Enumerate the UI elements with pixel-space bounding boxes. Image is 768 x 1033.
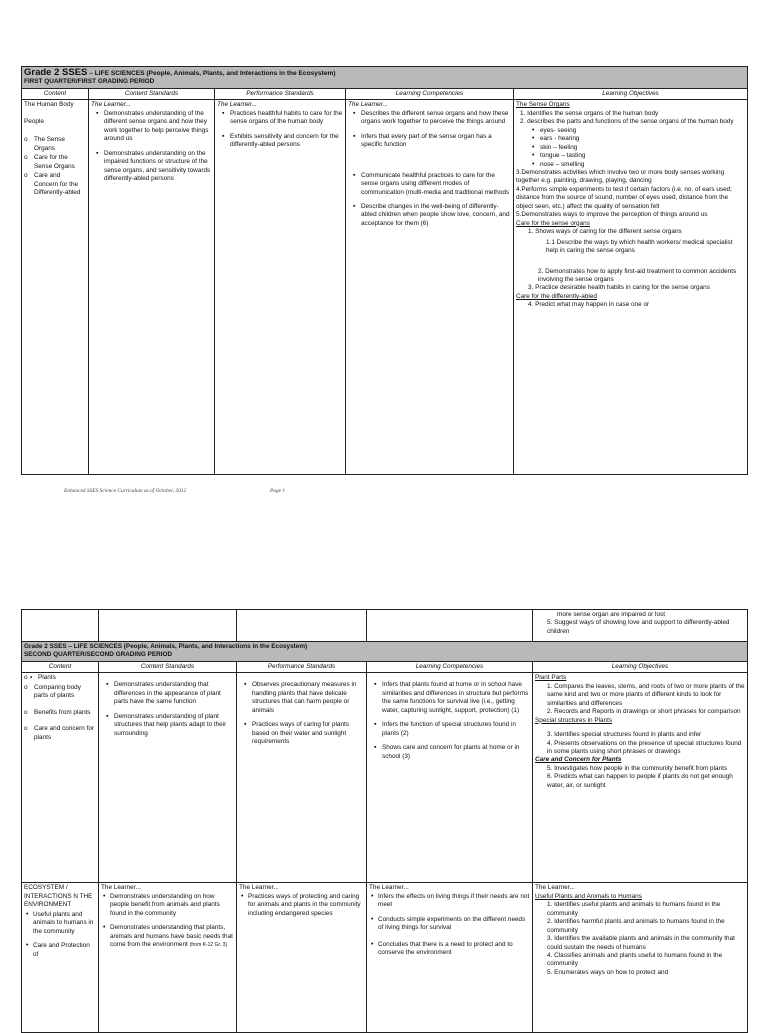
learner-lead: The Learner...: [348, 101, 388, 109]
list-item: ▪ Infers the function of special structures found in plants (2): [373, 721, 530, 738]
page-number: Page 1: [270, 488, 286, 494]
list-item: • nose – smelling: [532, 161, 745, 169]
list-item: ▪ Demonstrates understanding on the impaired functions or structure of the sense organs, and sensitivity towards differently-abled persons: [95, 150, 212, 184]
content-list: [24, 136, 86, 197]
objective-item: 6. Predicts what can happen to people if plants do not get enough water, air, or sunlight: [547, 773, 733, 789]
competencies-list: [369, 681, 530, 761]
first-quarter-table: [21, 66, 748, 475]
title-subject: Grade 2 SSES – LIFE SCIENCES (People, Animals, Plants, and Interactions in the Ecosystem): [24, 643, 308, 650]
page-footer: [64, 488, 286, 494]
objective-item: 1. Identifies useful plants and animals to humans found in the community: [547, 901, 721, 917]
list-item: ▪ Infers that plants found at home or in school have similarities and differences in structure but performs the same functions for survival live (i.e., getting water, capturing sunlight, support, protection) (1): [373, 681, 530, 715]
objective-item: 3. Identifies special structures found in plants and infer: [547, 731, 702, 739]
list-item: ▪ Demonstrates understanding that differences in the appearance of plant parts have the same function: [105, 681, 234, 706]
competencies-cell: [367, 673, 533, 883]
table-row: [22, 100, 748, 475]
objective-item: 4. Classifies animals and plants useful to humans found in the community: [547, 951, 723, 968]
list-item: o Care and concern for plants: [24, 725, 96, 742]
list-item: ▪ Demonstrates understanding of the different sense organs and how they work together to help perceive things around us: [95, 110, 212, 144]
list-item: o Benefits from plants: [24, 709, 96, 717]
content-subtopic: People: [24, 117, 44, 125]
objectives-cell: [533, 883, 748, 1033]
standards-list: [101, 681, 234, 738]
objective-item: 5. Enumerates ways on how to protect and: [547, 968, 669, 976]
list-item: o ▪ Plants: [24, 674, 96, 682]
col-header-content-standards: Content Standards: [99, 661, 237, 672]
list-item: • Useful plants and animals to humans in the community: [24, 911, 96, 936]
objective-item: 2. describes the parts and functions of the sense organs of the human body: [520, 118, 734, 126]
objective-item: 3. Practice desirable health habits in caring for the sense organs: [528, 284, 710, 292]
learner-lead: The Learner...: [535, 884, 575, 892]
competencies-cell: [346, 100, 514, 475]
table-row: [22, 883, 748, 1033]
list-item: • Care and Protection of: [24, 942, 96, 959]
objective-item: 1. Compares the leaves, stems, and roots of two or more plants of the same kind and two or more plants of different kinds to look for similarities and differences: [547, 682, 745, 707]
objective-item: 5. Suggest ways of showing love and support to differently-abled children: [547, 619, 730, 635]
list-item: • Concludes that there is a need to protect and to conserve the environment: [369, 941, 530, 958]
second-quarter-table: [21, 609, 748, 1033]
objective-item: 5.Demonstrates ways to improve the perception of things around us: [516, 211, 708, 219]
column-header-row: [22, 88, 748, 99]
list-item: ▪ Describes the different sense organs and how these organs work together to perceive the things around: [352, 110, 511, 127]
objective-item: more sense organ are impaired or lost: [557, 611, 665, 618]
learner-lead: The Learner...: [369, 884, 409, 892]
list-item: o Care for the Sense Organs: [24, 154, 86, 171]
learner-lead: The Learner...: [91, 101, 131, 109]
objective-item: 5. Investigates how people in the community benefit from plants: [547, 764, 728, 772]
list-item: ▪ Observes precautionary measures in handling plants that have delicate structures that can harm people or animals: [243, 681, 364, 715]
senses-list: [516, 127, 745, 169]
objective-item: 3.Demonstrates activities which involve two or more body senses working together e.g. painting, drawing, playing, dancing: [516, 168, 725, 185]
list-item: ▪ Communicate healthful practices to care for the sense organs using different modes of communication (multi-media and traditional methods: [352, 172, 511, 197]
content-topic: The Human Body: [24, 101, 74, 109]
learner-lead: The Learner...: [217, 101, 257, 109]
competencies-list: [369, 893, 530, 958]
content-standards-cell: [89, 100, 215, 475]
content-cell: [22, 100, 89, 475]
standards-list: [91, 110, 212, 184]
title-grade: Grade 2 SSES: [24, 67, 88, 78]
standards-list: [101, 893, 234, 950]
objectives-cell: [514, 100, 748, 475]
competencies-list: [348, 110, 511, 229]
grading-period: FIRST QUARTER/FIRST GRADING PERIOD: [24, 78, 155, 86]
footer-text: Enhanced SSES Science Curriculum as of October, 2012: [64, 488, 187, 494]
content-topic: ECOSYSTEM / INTERACTIONS N THE ENVIRONMENT: [24, 884, 93, 909]
content-list: [24, 911, 96, 959]
col-header-content-standards: Content Standards: [89, 88, 215, 99]
content-list: [24, 674, 96, 742]
performance-standards-cell: [215, 100, 346, 475]
grading-period: SECOND QUARTER/SECOND GRADING PERIOD: [24, 651, 173, 659]
table-title: [22, 642, 748, 662]
list-item: • skin – feeling: [532, 144, 745, 152]
list-item: o Care and Concern for the Differently-abled: [24, 172, 86, 197]
list-item: • ears - hearing: [532, 135, 745, 143]
page-gap: [0, 520, 768, 606]
col-header-performance-standards: Performance Standards: [215, 88, 346, 99]
table-title: [22, 67, 748, 89]
objective-item: 3. Identifies the available plants and animals in the community that could sustain the needs of humans: [547, 935, 735, 951]
objective-item: 4.Performs simple experiments to test if certain factors (i.e. no. of ears used; distance from the source of sound; number of eyes used, distance from the object seen, etc.) affect the quality of sensation felt: [516, 185, 732, 210]
list-item: ▪ Practices ways of caring for plants based on their water and sunlight requirements: [243, 721, 364, 746]
content-cell: [22, 883, 99, 1033]
performance-standards-cell: [237, 883, 367, 1033]
objectives-cell: [533, 673, 748, 883]
objective-item: 4. Predict what may happen in case one or: [528, 301, 650, 309]
list-item: • Conducts simple experiments on the different needs of living things for survival: [369, 916, 530, 933]
content-standards-cell: [99, 883, 237, 1033]
column-header-row: [22, 661, 748, 672]
competencies-cell: [367, 883, 533, 1033]
page-two: [0, 606, 768, 1024]
list-item: ▪ Shows care and concern for plants at home or in school (3): [373, 744, 530, 761]
list-item: ▪ Practices healthful habits to care for the sense organs of the human body: [221, 110, 343, 127]
objective-item: 1. Shows ways of caring for the different sense organs: [528, 228, 682, 236]
learner-lead: The Learner...: [101, 884, 141, 892]
standard-reference: (from K-12 Gr. 3): [189, 942, 228, 949]
title-subject: – LIFE SCIENCES (People, Animals, Plants, and Interactions in the Ecosystem): [87, 70, 336, 77]
section-heading: Plant Parts: [535, 674, 567, 682]
section-heading: The Sense Organs: [516, 101, 570, 109]
continued-objectives-cell: [533, 610, 748, 642]
list-item: • eyes- seeing: [532, 127, 745, 135]
section-heading: Care and Concern for Plants: [535, 756, 622, 764]
col-header-learning-objectives: Learning Objectives: [533, 661, 748, 672]
list-item: • Infers the effects on living things if their needs are not meet: [369, 893, 530, 910]
col-header-learning-competencies: Learning Competencies: [367, 661, 533, 672]
col-header-content: Content: [22, 661, 99, 672]
section-heading: Care for the sense organs: [516, 219, 590, 227]
objective-item: 2. Identifies harmful plants and animals to humans found in the community: [547, 918, 725, 934]
section-heading: Useful Plants and Animals to Humans: [535, 892, 642, 900]
plants-label: Plants: [38, 674, 56, 682]
list-item: ▪ Demonstrates understanding of plant structures that help plants adapt to their surrounding: [105, 713, 234, 738]
objective-item: 1. Identifies the sense organs of the human body: [520, 109, 659, 117]
list-item: o The Sense Organs: [24, 136, 86, 153]
col-header-learning-competencies: Learning Competencies: [346, 88, 514, 99]
section-heading: Special structures in Plants: [535, 716, 613, 724]
content-cell: [22, 673, 99, 883]
list-item: ▪ Exhibits sensitivity and concern for the differently-abled persons: [221, 133, 343, 150]
continued-row: [22, 610, 748, 642]
standard-text: Demonstrates understanding that plants, animals and humans have basic needs that come from the environment: [110, 924, 233, 949]
list-item: o Comparing body parts of plants: [24, 684, 96, 701]
list-item: ▪ Infers that every part of the sense organ has a specific function: [352, 133, 511, 150]
list-item: ▪ Describe changes in the well-being of differently-abled children when people show love, concern, and acceptance for them (6): [352, 203, 511, 228]
list-item: • Demonstrates understanding on how people benefit from animals and plants found in the community: [101, 893, 234, 918]
table-row: [22, 673, 748, 883]
performance-standards-cell: [237, 673, 367, 883]
list-item: • tongue – tasting: [532, 152, 745, 160]
performance-list: [239, 681, 364, 746]
objective-item: 1.1 Describe the ways by which health workers/ medical specialist help in caring the sense organs: [546, 238, 733, 255]
col-header-performance-standards: Performance Standards: [237, 661, 367, 672]
content-standards-cell: [99, 673, 237, 883]
performance-list: [239, 893, 364, 918]
col-header-learning-objectives: Learning Objectives: [514, 88, 748, 99]
list-item: [101, 924, 234, 949]
objective-item: 4. Presents observations on the presence of special structures found in some plants using short phrases or drawings: [547, 739, 742, 755]
list-item: • Practices ways of protecting and caring for animals and plants in the community including endangered species: [239, 893, 364, 918]
performance-list: [217, 110, 343, 150]
objective-item: 2. Records and Reports in drawings or short phrases for comparison: [547, 708, 741, 716]
objective-item: 2. Demonstrates how to apply first-aid treatment to common accidents involving the sense organs: [538, 267, 737, 283]
section-heading: Care for the differently-abled: [516, 292, 597, 300]
learner-lead: The Learner...: [239, 884, 279, 892]
col-header-content: Content: [22, 88, 89, 99]
